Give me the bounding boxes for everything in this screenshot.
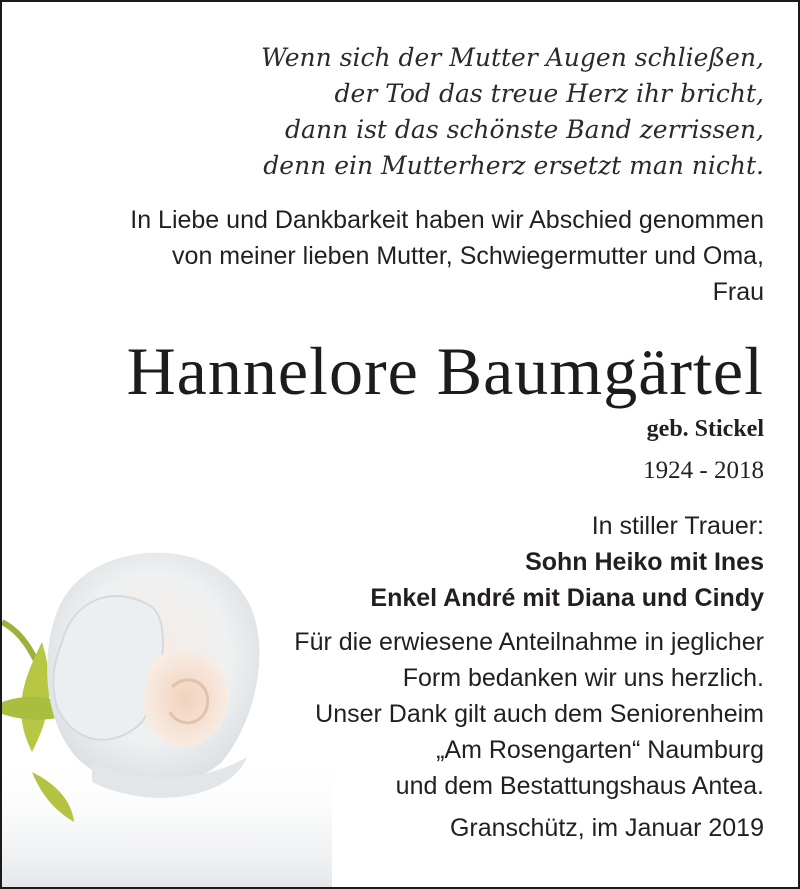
mourner-name: Sohn Heiko mit Ines	[525, 548, 764, 576]
mourners	[370, 508, 764, 616]
intro-line: von meiner lieben Mutter, Schwiegermutter und Oma,	[172, 242, 764, 270]
thanks-text	[294, 624, 764, 804]
life-years: 1924 - 2018	[643, 457, 764, 484]
thanks-line: Form bedanken wir uns herzlich.	[402, 664, 764, 692]
poem	[261, 40, 764, 184]
mourners-heading: In stiller Trauer:	[591, 512, 764, 540]
mourner-name: Enkel André mit Diana und Cindy	[370, 584, 764, 612]
intro-line: Frau	[712, 278, 764, 306]
poem-line: denn ein Mutterherz ersetzt man nicht.	[263, 151, 764, 180]
poem-line: der Tod das treue Herz ihr bricht,	[334, 79, 764, 108]
deceased-name: Hannelore Baumgärtel	[126, 333, 764, 409]
thanks-line: „Am Rosengarten“ Naumburg	[436, 736, 764, 764]
poem-line: dann ist das schönste Band zerrissen,	[285, 115, 764, 144]
place-date: Granschütz, im Januar 2019	[449, 814, 764, 842]
birth-name: geb. Stickel	[646, 416, 764, 442]
intro-line: In Liebe und Dankbarkeit haben wir Abschied genommen	[130, 206, 764, 234]
thanks-line: und dem Bestattungshaus Antea.	[395, 772, 764, 800]
thanks-line: Unser Dank gilt auch dem Seniorenheim	[315, 700, 764, 728]
poem-line: Wenn sich der Mutter Augen schließen,	[261, 43, 764, 72]
intro-text	[130, 202, 764, 310]
white-rose-image	[2, 522, 332, 887]
thanks-line: Für die erwiesene Anteilnahme in jeglicher	[294, 628, 764, 656]
